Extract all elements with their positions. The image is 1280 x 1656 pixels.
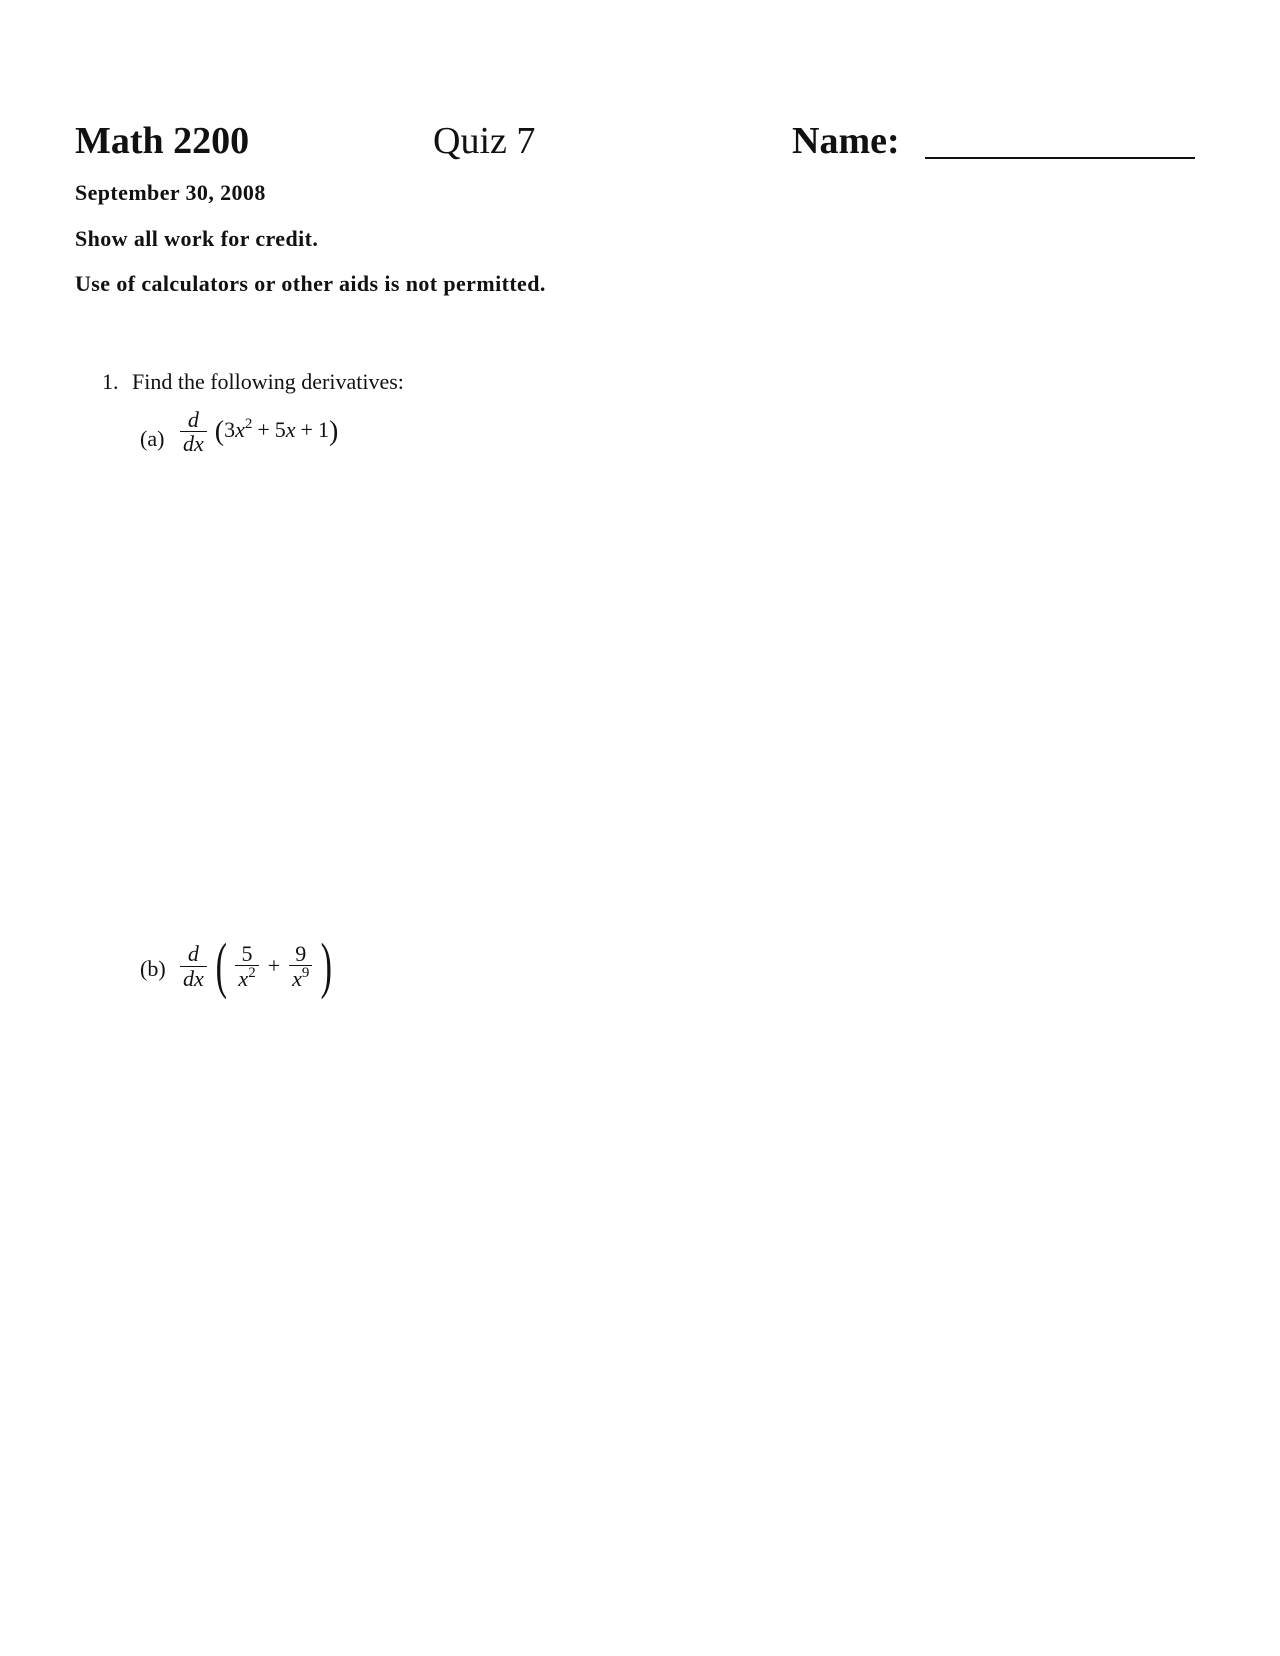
quiz-date: September 30, 2008 (75, 180, 266, 205)
fraction-2-exponent: 9 (301, 965, 310, 981)
term3-constant: 1 (317, 416, 329, 442)
part-b-expression (180, 932, 337, 1000)
fraction-2 (289, 942, 312, 990)
part-a-expression (180, 408, 338, 455)
derivative-operator (180, 408, 207, 455)
open-paren: ( (215, 932, 227, 1000)
term2-variable: x (285, 416, 296, 442)
part-a-label: (a) (140, 426, 165, 451)
name-label: Name: (792, 120, 900, 162)
term1-exponent: 2 (244, 415, 253, 432)
instruction-no-calculators: Use of calculators or other aids is not permitted. (75, 271, 546, 296)
derivative-numerator: d (187, 407, 199, 432)
close-paren: ) (328, 415, 339, 447)
polynomial (215, 416, 339, 448)
instruction-show-work: Show all work for credit. (75, 226, 319, 251)
name-blank-line[interactable] (925, 157, 1195, 159)
term1-coefficient: 3 (224, 416, 236, 442)
fraction-2-denominator (289, 965, 312, 990)
derivative-numerator: d (187, 941, 199, 967)
fraction-2-numerator: 9 (295, 940, 307, 966)
close-paren: ) (321, 932, 333, 1000)
plus-sign: + (267, 953, 281, 978)
plus-sign: + (300, 416, 313, 442)
derivative-operator (180, 942, 207, 989)
fraction-1 (235, 942, 258, 990)
fraction-2-variable: x (292, 966, 302, 991)
quiz-title: Quiz 7 (433, 120, 536, 162)
term1-variable: x (235, 416, 245, 442)
plus-sign: + (257, 416, 270, 442)
course-title: Math 2200 (75, 120, 250, 162)
fraction-1-exponent: 2 (248, 965, 256, 981)
question-prompt: Find the following derivatives: (132, 369, 404, 394)
term2-coefficient: 5 (274, 416, 286, 442)
derivative-denominator: dx (180, 431, 207, 455)
fraction-1-variable: x (238, 966, 249, 991)
part-b-label: (b) (140, 956, 166, 981)
question-number: 1. (102, 369, 119, 394)
derivative-denominator: dx (180, 966, 207, 990)
fraction-1-denominator (235, 965, 258, 990)
fraction-1-numerator: 5 (241, 940, 253, 966)
open-paren: ( (214, 415, 225, 447)
